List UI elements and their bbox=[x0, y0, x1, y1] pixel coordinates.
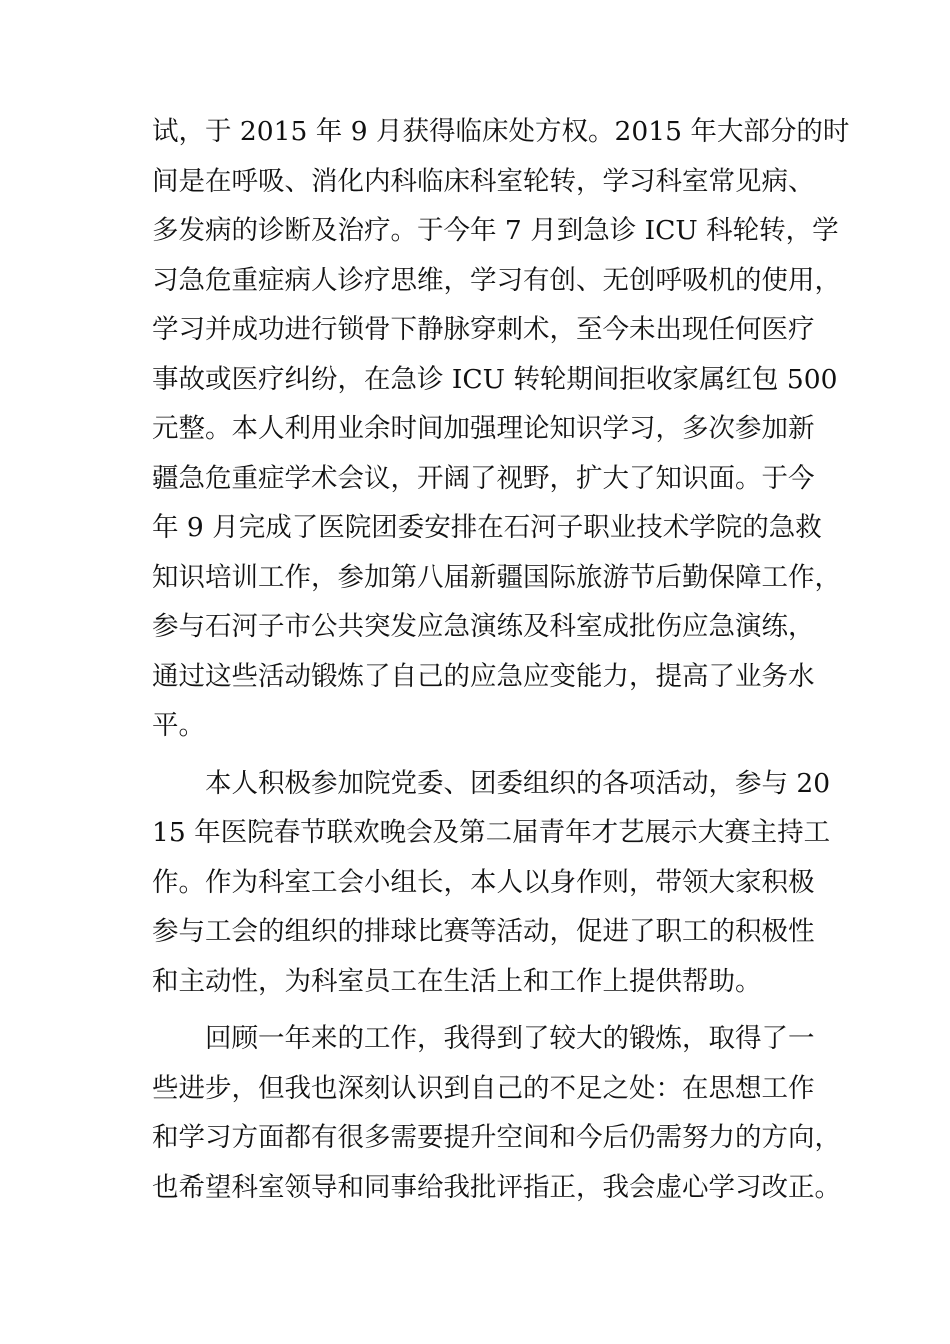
text-line: 通过这些活动锻炼了自己的应急应变能力，提高了业务水 bbox=[152, 660, 815, 692]
text-line: 多发病的诊断及治疗。于今年 7 月到急诊 ICU 科轮转，学 bbox=[152, 215, 839, 246]
text-line: 学习并成功进行锁骨下静脉穿刺术，至今未出现任何医疗 bbox=[152, 314, 815, 345]
paragraph-spacing bbox=[152, 751, 832, 759]
text-line: 年 9 月完成了医院团委安排在石河子职业技术学院的急救 bbox=[152, 512, 822, 543]
text-line: 也希望科室领导和同事给我批评指正，我会虚心学习改正。 bbox=[152, 1171, 841, 1203]
paragraph-1 bbox=[152, 107, 850, 751]
text-line: 15 年医院春节联欢晚会及第二届青年才艺展示大赛主持工 bbox=[152, 817, 831, 848]
text-line: 疆急危重症学术会议，开阔了视野，扩大了知识面。于今 bbox=[152, 462, 815, 494]
text-line: 参与工会的组织的排球比赛等活动，促进了职工的积极性 bbox=[152, 916, 815, 947]
paragraph-2 bbox=[152, 759, 832, 1007]
text-line: 和学习方面都有很多需要提升空间和今后仍需努力的方向， bbox=[152, 1122, 841, 1153]
text-line: 元整。本人利用业余时间加强理论知识学习，多次参加新 bbox=[152, 413, 815, 444]
text-line: 知识培训工作，参加第八届新疆国际旅游节后勤保障工作， bbox=[152, 561, 841, 593]
text-line: 和主动性，为科室员工在生活上和工作上提供帮助。 bbox=[152, 965, 762, 997]
text-line: 回顾一年来的工作，我得到了较大的锻炼，取得了一 bbox=[205, 1023, 815, 1054]
text-line: 平。 bbox=[152, 710, 205, 741]
text-line: 事故或医疗纠纷，在急诊 ICU 转轮期间拒收家属红包 500 bbox=[152, 363, 838, 395]
paragraph-3 bbox=[152, 1014, 841, 1212]
text-line: 些进步，但我也深刻认识到自己的不足之处：在思想工作 bbox=[152, 1072, 815, 1104]
text-line: 习急危重症病人诊疗思维，学习有创、无创呼吸机的使用， bbox=[152, 264, 841, 296]
text-line: 参与石河子市公共突发应急演练及科室成批伤应急演练， bbox=[152, 611, 815, 642]
text-line: 作。作为科室工会小组长，本人以身作则，带领大家积极 bbox=[152, 866, 815, 898]
text-line: 间是在呼吸、消化内科临床科室轮转，学习科室常见病、 bbox=[152, 165, 815, 197]
text-line: 试，于 2015 年 9 月获得临床处方权。2015 年大部分的时 bbox=[152, 116, 850, 147]
text-line: 本人积极参加院党委、团委组织的各项活动，参与 20 bbox=[205, 767, 831, 799]
document-body bbox=[152, 107, 850, 1212]
paragraph-spacing bbox=[152, 1006, 832, 1014]
